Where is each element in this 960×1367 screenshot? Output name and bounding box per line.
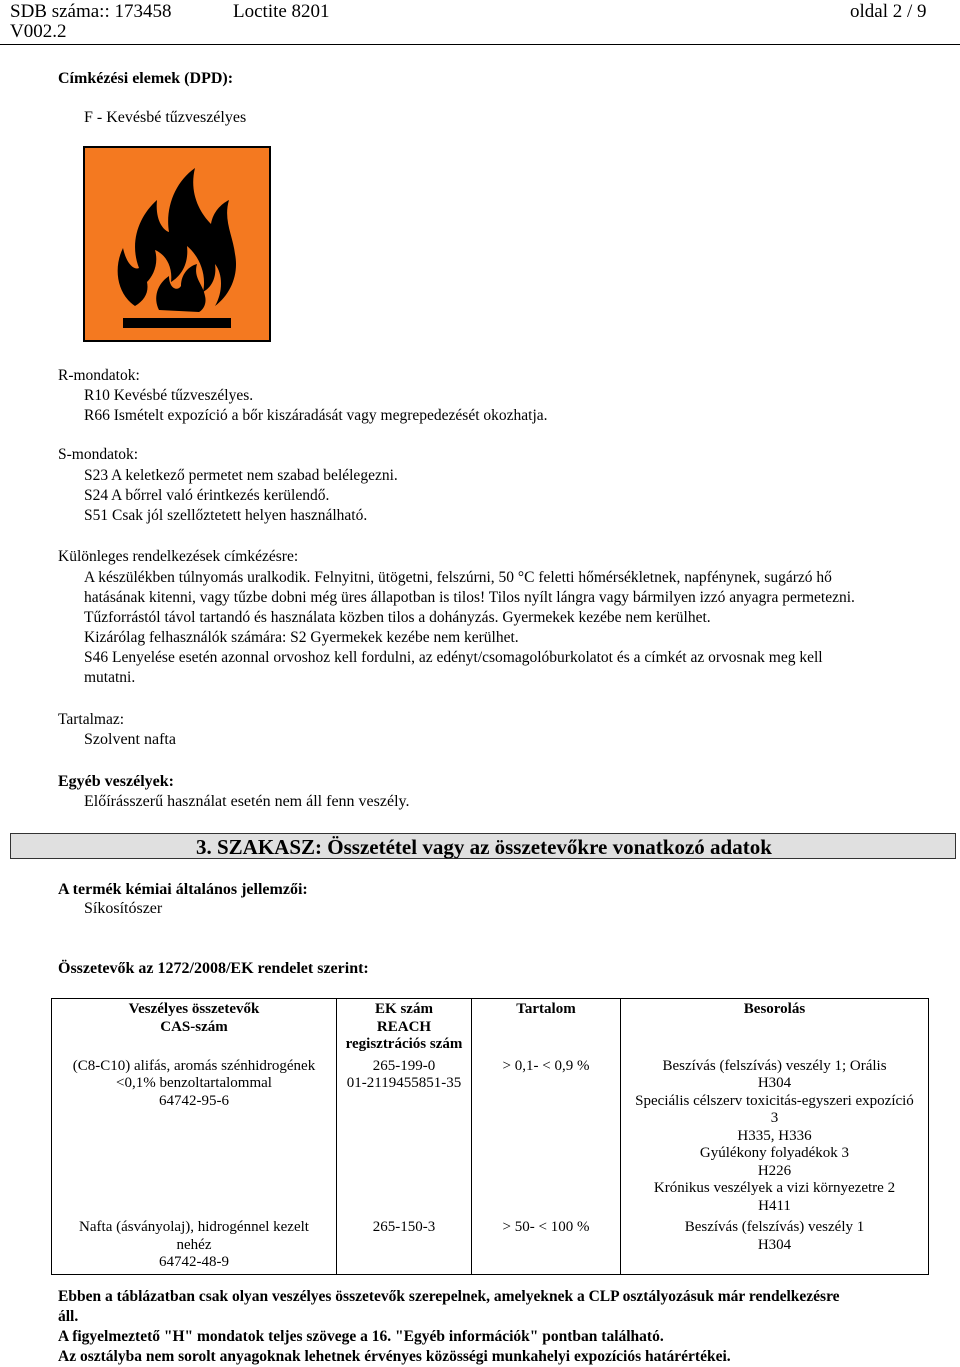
header-divider bbox=[0, 44, 960, 45]
components-title: Összetevők az 1272/2008/EK rendelet szerint: bbox=[58, 960, 369, 977]
components-table bbox=[51, 998, 929, 1275]
footnotes bbox=[58, 1287, 840, 1367]
component-name: (C8-C10) alifás, aromás szénhidrogének <0,1% benzoltartalommal 64742-95-6 bbox=[72, 1057, 316, 1109]
s-phrase: S23 A keletkező permetet nem szabad belélegezni. bbox=[84, 467, 398, 484]
flammable-pictogram-icon bbox=[83, 146, 271, 342]
other-hazards-value: Előírásszerű használat esetén nem áll fenn veszély. bbox=[84, 793, 410, 810]
version: V002.2 bbox=[10, 21, 67, 42]
product-name: Loctite 8201 bbox=[233, 1, 330, 22]
contains-value: Szolvent nafta bbox=[84, 731, 176, 748]
r-phrases-title: R-mondatok: bbox=[58, 367, 140, 384]
r-phrase: R10 Kevésbé tűzveszélyes. bbox=[84, 387, 254, 404]
r-phrase: R66 Ismételt expozíció a bőr kiszáradását vagy megrepedezését okozhatja. bbox=[84, 407, 548, 424]
special-line: hatásának kitenni, vagy tűzbe dobni még üres állapotban is tilos! Tilos nyílt lángra vagy bármilyen izzó anyagra permetezni. bbox=[84, 589, 855, 606]
symbol-label: F - Kevésbé tűzveszélyes bbox=[84, 109, 247, 126]
table-row bbox=[52, 1217, 929, 1274]
section-title: 3. SZAKASZ: Összetétel vagy az összetevőkre vonatkozó adatok bbox=[196, 835, 772, 859]
table-row bbox=[52, 1056, 929, 1218]
component-classification: Beszívás (felszívás) veszély 1; Orális H304 Speciális célszerv toxicitás-egyszeri expozíció 3 H335, H336 Gyúlékony folyadékok 3 H226 Krónikus veszélyek a vizi környezetre 2 H411 bbox=[621, 1056, 929, 1218]
special-title: Különleges rendelkezések címkézésre: bbox=[58, 548, 299, 565]
sdb-number: SDB száma:: 173458 bbox=[10, 1, 172, 22]
special-text bbox=[84, 568, 855, 688]
special-line: Tűzforrástól távol tartandó és használata közben tilos a dohányzás. Gyermekek kezébe nem kerülhet. bbox=[84, 609, 711, 626]
contains-title: Tartalmaz: bbox=[58, 711, 125, 728]
component-content: > 0,1- < 0,9 % bbox=[472, 1056, 621, 1218]
special-line: Kizárólag felhasználók számára: S2 Gyermekek kezébe nem kerülhet. bbox=[84, 629, 519, 646]
labeling-title: Címkézési elemek (DPD): bbox=[58, 70, 234, 87]
page-number: oldal 2 / 9 bbox=[850, 1, 927, 22]
s-phrases-list bbox=[84, 466, 398, 526]
header-components: Veszélyes összetevők CAS-szám bbox=[128, 1001, 260, 1035]
header-ec-number: EK szám REACH regisztrációs szám bbox=[337, 999, 472, 1056]
other-hazards-title: Egyéb veszélyek: bbox=[58, 773, 174, 790]
footnote-line: Ebben a táblázatban csak olyan veszélyes összetevők szerepelnek, amelyeknek a CLP osztályozásuk már rendelkezésre bbox=[58, 1288, 840, 1305]
special-line: mutatni. bbox=[84, 669, 136, 686]
component-name: Nafta (ásványolaj), hidrogénnel kezelt nehéz 64742-48-9 bbox=[79, 1219, 309, 1270]
special-line: S46 Lenyelése esetén azonnal orvoshoz kell fordulni, az edényt/csomagolóburkolatot és a címkét az orvosnak meg kell bbox=[84, 649, 823, 666]
component-classification: Beszívás (felszívás) veszély 1 H304 bbox=[621, 1217, 929, 1274]
chemical-title: A termék kémiai általános jellemzői: bbox=[58, 881, 308, 898]
table-header-row bbox=[52, 999, 929, 1056]
component-ec: 265-150-3 bbox=[337, 1217, 472, 1274]
component-content: > 50- < 100 % bbox=[472, 1217, 621, 1274]
r-phrases-list bbox=[84, 386, 548, 426]
header-content: Tartalom bbox=[472, 999, 621, 1056]
footnote-line: Az osztályba nem sorolt anyagoknak lehetnek érvényes közösségi munkahelyi expozíciós határértékei. bbox=[58, 1348, 731, 1365]
special-line: A készülékben túlnyomás uralkodik. Felnyitni, ütögetni, felszúrni, 50 °C feletti hőmérsékletnek, napfénynek, sugárzó hő bbox=[84, 569, 832, 586]
chemical-value: Síkosítószer bbox=[84, 900, 163, 917]
s-phrase: S24 A bőrrel való érintkezés kerülendő. bbox=[84, 487, 330, 504]
header-classification: Besorolás bbox=[621, 999, 929, 1056]
footnote-line: áll. bbox=[58, 1308, 79, 1325]
component-ec: 265-199-0 01-2119455851-35 bbox=[337, 1056, 472, 1218]
s-phrase: S51 Csak jól szellőztetett helyen használható. bbox=[84, 507, 368, 524]
footnote-line: A figyelmeztető "H" mondatok teljes szövege a 16. "Egyéb információk" pontban található. bbox=[58, 1328, 664, 1345]
s-phrases-title: S-mondatok: bbox=[58, 446, 139, 463]
